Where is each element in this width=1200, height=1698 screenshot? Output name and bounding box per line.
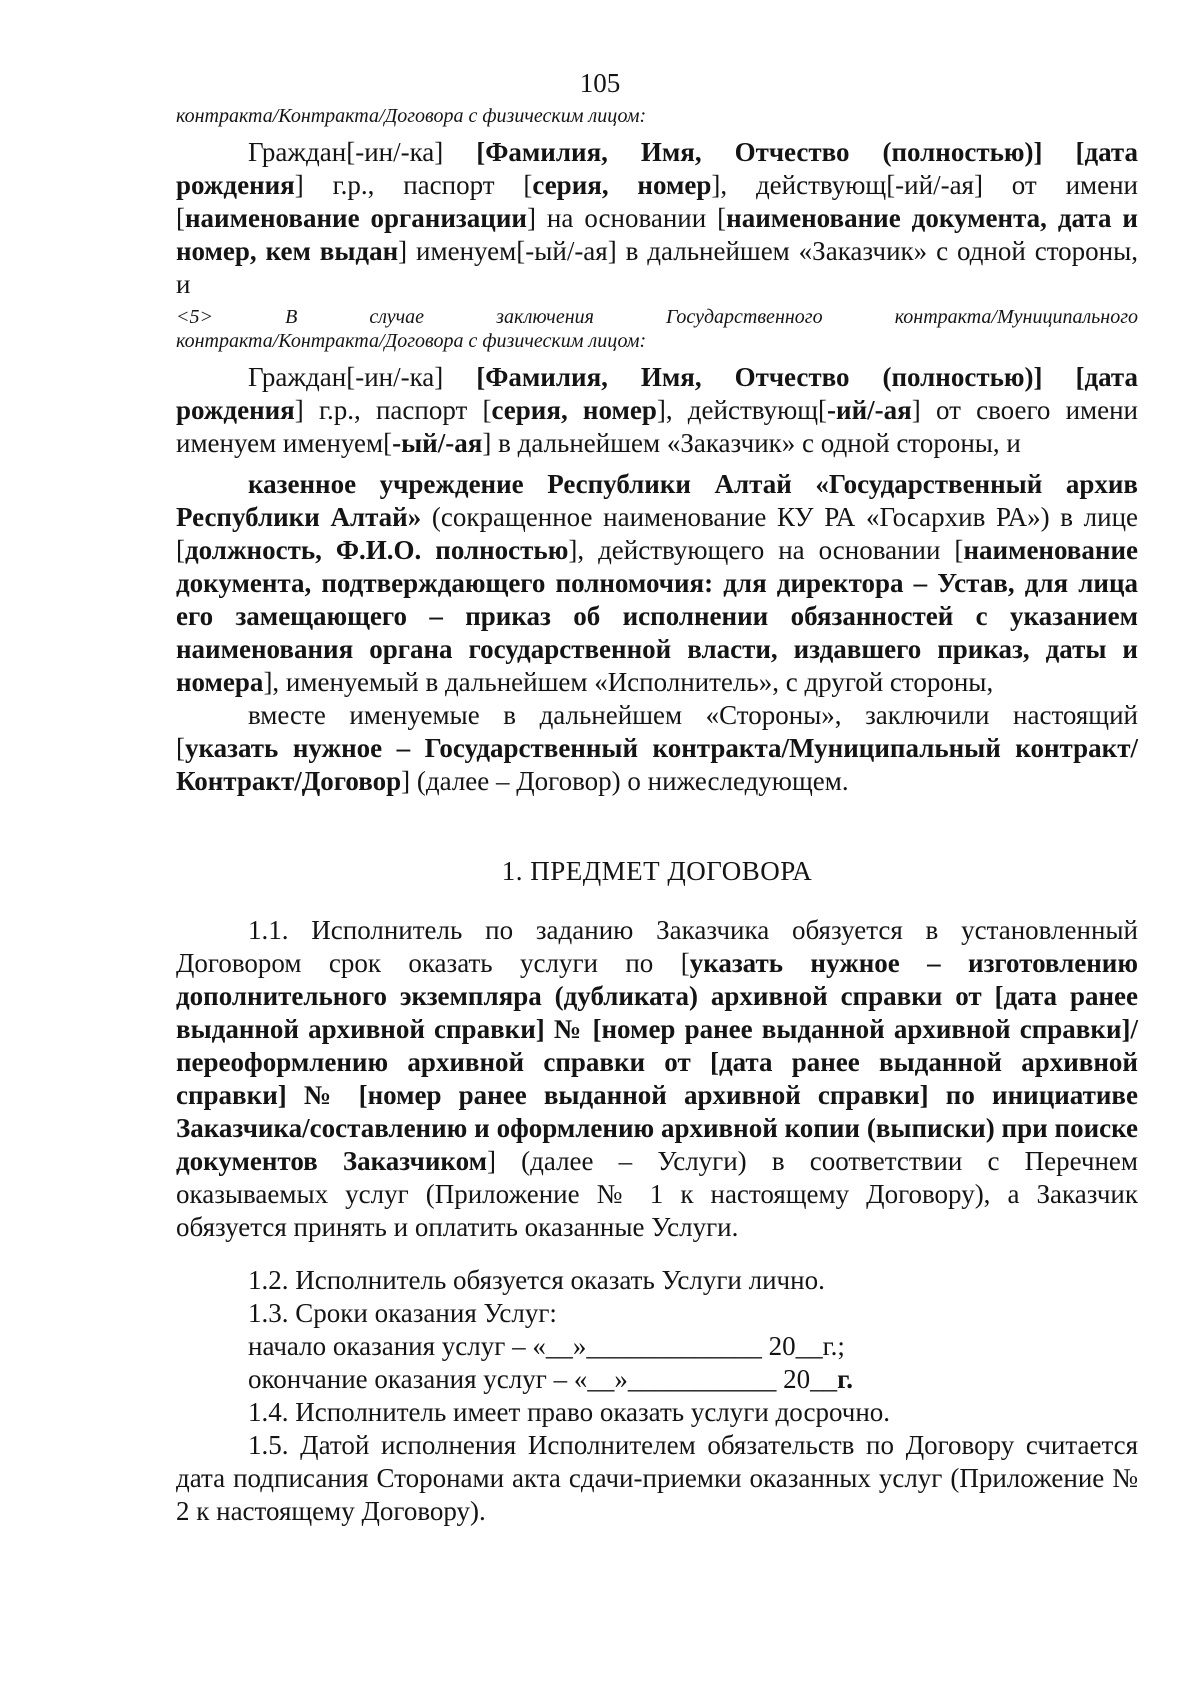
text-block-section-1	[176, 914, 1138, 1528]
end-date-suffix: г.	[837, 1364, 854, 1394]
para_b-run-7: ] от своего имени именуем именуем[	[176, 395, 1138, 458]
clause-1-5: 1.5. Датой исполнения Исполнителем обязательств по Договору считается дата подписания Сторонами акта сдачи-приемки оказанных услуг (Приложение № 2 к настоящему Договору).	[176, 1430, 1138, 1526]
para_1_1-run-0: 1.1. Исполнитель по заданию Заказчика обязуется в установленный Договором срок оказать услуги по [	[176, 915, 1138, 978]
text-block-top	[176, 104, 1138, 798]
page-number: 105	[579, 68, 621, 98]
para_1_1-run-2: ] (далее – Услуги) в соответствии с Перечнем оказываемых услуг (Приложение № 1 к настоящему Договору), а Заказчик обязуется принять и оплатить оказанные Услуги.	[176, 1146, 1139, 1242]
para_c-run-0: казенное учреждение Республики Алтай «Государственный архив Республики Алтай»	[176, 469, 1138, 532]
clause-1-4: 1.4. Исполнитель имеет право оказать услуги досрочно.	[248, 1397, 891, 1427]
para_a-run-9: ] именуем[-ый/-ая] в дальнейшем «Заказчик» с одной стороны, и	[176, 236, 1139, 299]
para_a-run-7: ] на основании [	[526, 203, 727, 233]
para_c-run-4: наименование документа, подтверждающего полномочия: для директора – Устав, для лица его замещающего – приказ об исполнении обязанностей с указанием наименования органа государственной власти, издавшего приказ, даты и номера	[176, 535, 1138, 697]
para_b-run-3: ] г.р., паспорт [	[294, 395, 492, 425]
para_a-run-8: наименование документа, дата и номер, кем выдан	[176, 203, 1138, 266]
footnote-5-line1: <5> В случае заключения Государственного контракта/Муниципального	[176, 306, 1138, 328]
para_c-run-5: ], именуемый в дальнейшем «Исполнитель», с другой стороны,	[263, 667, 994, 697]
para_b-run-8: -ый/-ая	[392, 428, 483, 458]
footnote-5-line2: контракта/Контракта/Договора с физическим лицом:	[176, 330, 647, 352]
para_b-run-0: Граждан[-ин/-ка]	[248, 362, 477, 392]
clause-1-3: 1.3. Сроки оказания Услуг:	[248, 1298, 557, 1328]
para_b-run-5: ], действующ[	[656, 395, 828, 425]
para_a-run-3: ] г.р., паспорт [	[294, 170, 533, 200]
paragraph-parties	[176, 699, 1138, 798]
para_a-run-1: [Фамилия, Имя, Отчество (полностью)]	[476, 137, 1043, 167]
para_c-run-1: (сокращенное наименование КУ РА «Госархив РА») в лице [	[176, 502, 1138, 565]
para_b-run-9: ] в дальнейшем «Заказчик» с одной стороны, и	[482, 428, 1021, 458]
paragraph-citizen-org	[176, 136, 1138, 301]
start-date-line: начало оказания услуг – «__»_____________ 20__г.;	[248, 1331, 845, 1361]
para_b-run-4: серия, номер	[491, 395, 657, 425]
para_a-run-5: ], действующ[-ий/-ая] от имени [	[176, 170, 1138, 233]
end-date-line	[176, 1363, 1138, 1396]
para_d-run-1: указать нужное – Государственный контракта/Муниципальный контракт/Контракт/Договор	[176, 733, 1138, 796]
para_d-run-2: ] (далее – Договор) о нижеследующем.	[401, 766, 849, 796]
para_b-run-1: [Фамилия, Имя, Отчество (полностью)]	[476, 362, 1043, 392]
para_d-run-0: вместе именуемые в дальнейшем «Стороны», заключили настоящий [	[176, 700, 1138, 763]
para_a-run-4: серия, номер	[532, 170, 712, 200]
para_c-run-2: должность, Ф.И.О. полностью	[185, 535, 569, 565]
para_c-run-3: ], действующего на основании [	[568, 535, 964, 565]
footnote-continuation: контракта/Контракта/Договора с физическим лицом:	[176, 105, 647, 127]
para_a-run-6: наименование организации	[185, 203, 527, 233]
section-heading: 1. ПРЕДМЕТ ДОГОВОРА	[501, 856, 813, 886]
para_b-run-6: -ий/-ая	[827, 395, 912, 425]
para_a-run-2: [дата рождения	[176, 137, 1138, 200]
paragraph-executor	[176, 468, 1138, 699]
clause-1-1	[176, 914, 1138, 1244]
para_b-run-2: [дата рождения	[176, 362, 1138, 425]
clause-1-2: 1.2. Исполнитель обязуется оказать Услуги лично.	[248, 1265, 825, 1295]
para_1_1-run-1: указать нужное – изготовлению дополнительного экземпляра (дубликата) архивной справки от [дата ранее выданной архивной справки] № [номер ранее выданной архивной справки]/переоформлению архивной справки от [дата ранее выданной архивной справки] № [номер ранее выданной архивной справки] по инициативе Заказчика/составлению и оформлению архивной копии (выписки) при поиске документов Заказчиком	[176, 948, 1138, 1176]
para_a-run-0: Граждан[-ин/-ка]	[248, 137, 477, 167]
end-date-text: окончание оказания услуг – «__»___________ 20__	[248, 1364, 838, 1394]
paragraph-citizen-self	[176, 361, 1138, 460]
